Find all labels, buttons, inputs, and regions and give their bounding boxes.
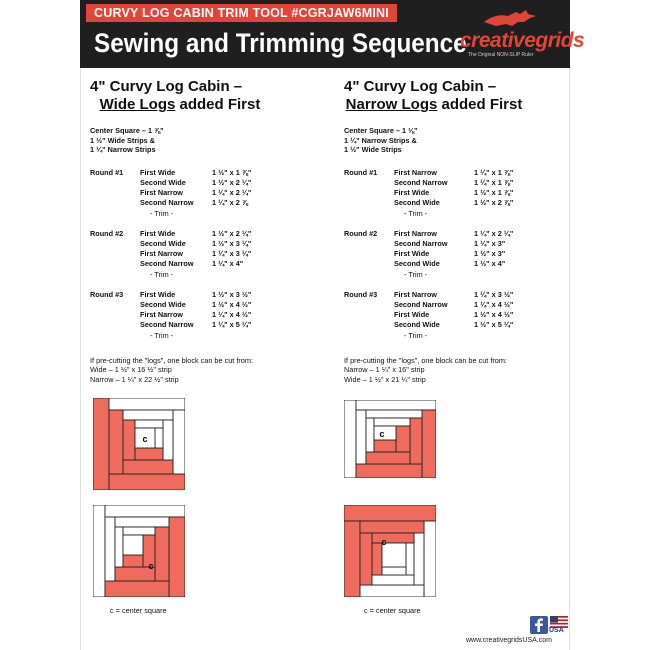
- strip-size: 1 ¼" x 5 ¼": [212, 320, 252, 330]
- strip-name: First Narrow: [394, 167, 437, 177]
- strip-name: First Narrow: [140, 310, 183, 320]
- strip-size: 1 ½" x 2 ⅞": [474, 198, 514, 208]
- strip-size: 1 ¼" x 4 ½": [474, 300, 514, 310]
- center-square-label: c: [381, 537, 387, 547]
- round-label: Round #3: [90, 289, 124, 299]
- intro-line: 1 ¼" Narrow Strips &: [344, 135, 417, 145]
- strip-size: 1 ½" x 5 ¼": [474, 320, 514, 330]
- center-square-label: c: [148, 561, 154, 571]
- round-1: [344, 168, 574, 219]
- strip-name: First Wide: [140, 289, 176, 299]
- strip-row: [394, 168, 574, 178]
- strip-row: [140, 188, 320, 198]
- title-rest: added First: [175, 96, 261, 113]
- round-label: Round #2: [90, 228, 124, 238]
- strip-row: [140, 310, 320, 320]
- strip-row: [394, 249, 574, 259]
- fox-icon: [482, 8, 538, 30]
- strip-size: 1 ¼" x 2 ⅞: [212, 198, 248, 208]
- strip-name: Second Narrow: [140, 259, 194, 269]
- trim-note: - Trim -: [404, 269, 428, 279]
- center-square-label: c: [379, 429, 385, 439]
- usa-label: USA: [549, 627, 564, 634]
- strip-size: 1 ¼" x 4": [212, 259, 244, 269]
- strip-name: First Narrow: [394, 228, 437, 238]
- right-caption: c = center square: [364, 606, 421, 615]
- strip-row: [140, 229, 320, 239]
- strip-row: [140, 239, 320, 249]
- left-caption: c = center square: [110, 606, 167, 615]
- strip-name: Second Wide: [394, 320, 440, 330]
- logo-wordmark: creativegrids: [460, 29, 585, 52]
- strip-size: 1 ½" x 1 ⅞": [474, 188, 514, 198]
- strip-name: Second Narrow: [140, 198, 194, 208]
- strip-size: 1 ¼" x 1 ⅞": [474, 177, 514, 187]
- trim-note: - Trim -: [150, 269, 174, 279]
- round-3: [90, 290, 320, 341]
- strip-name: First Wide: [394, 249, 430, 259]
- intro-block: [344, 126, 574, 155]
- cut-note-text: If pre-cutting the "logs", one block can be cut from:: [344, 355, 507, 365]
- header-bar: [80, 0, 585, 68]
- title-line2: [344, 96, 524, 114]
- title-underlined: Narrow Logs: [345, 96, 438, 113]
- strip-row: [394, 320, 574, 330]
- trim-note: - Trim -: [404, 208, 428, 218]
- strip-size: 1 ½" x 3": [474, 249, 506, 259]
- brand-logo: [460, 8, 585, 60]
- trim-note: - Trim -: [150, 330, 174, 340]
- cut-note: [90, 356, 320, 385]
- cut-line: Narrow – 1 ¼" x 22 ½" strip: [90, 375, 179, 385]
- strip-size: 1 ½" x 2 ¼": [212, 177, 252, 187]
- strip-name: Second Narrow: [140, 320, 194, 330]
- wide-logs-column: [90, 78, 320, 385]
- cut-note: [344, 356, 574, 385]
- column-title: [344, 78, 574, 114]
- round-2: [90, 229, 320, 280]
- strip-size: 1 ¼" x 2 ¼": [212, 188, 252, 198]
- round-1: [90, 168, 320, 219]
- strip-name: First Narrow: [140, 249, 183, 259]
- title-line1: 4" Curvy Log Cabin –: [90, 78, 243, 95]
- round-label: Round #3: [344, 289, 378, 299]
- website-link[interactable]: www.creativegridsUSA.com: [466, 637, 552, 644]
- strip-row: [394, 198, 574, 208]
- facebook-icon[interactable]: [530, 616, 548, 634]
- title-rest: added First: [437, 96, 523, 113]
- strip-row: [394, 290, 574, 300]
- title-line2: [90, 96, 270, 114]
- wide-first-block-diagram-1: [93, 398, 185, 490]
- strip-row: [140, 300, 320, 310]
- narrow-first-block-diagram-1: [344, 400, 436, 478]
- intro-line: 1 ¼" Narrow Strips: [90, 145, 156, 155]
- strip-size: 1 ½" x 3 ½": [212, 289, 252, 299]
- strip-row: [394, 300, 574, 310]
- strip-name: First Narrow: [140, 188, 183, 198]
- strip-size: 1 ½" x 4": [474, 259, 506, 269]
- cut-line: Narrow – 1 ¼" x 16" strip: [344, 365, 425, 375]
- strip-row: [140, 168, 320, 178]
- intro-line: Center Square – 1 ⅞": [90, 126, 164, 135]
- strip-row: [394, 310, 574, 320]
- strip-row: [140, 198, 320, 208]
- strip-row: [394, 239, 574, 249]
- intro-line: 1 ½" Wide Strips: [344, 145, 402, 155]
- round-label: Round #1: [90, 167, 124, 177]
- strip-row: [394, 259, 574, 269]
- strip-size: 1 ½" x 3 ¼": [212, 239, 252, 248]
- logo-tagline: The Original NON-SLIP Ruler: [468, 52, 534, 58]
- strip-row: [140, 259, 320, 269]
- title-underlined: Wide Logs: [99, 96, 176, 113]
- strip-size: 1 ¼" x 2 ¼": [474, 228, 514, 238]
- strip-row: [394, 229, 574, 239]
- round-2: [344, 229, 574, 280]
- strip-name: Second Wide: [140, 300, 186, 310]
- strip-row: [140, 290, 320, 300]
- strip-name: Second Wide: [140, 177, 186, 187]
- strip-size: 1 ½" x 4 ½": [212, 300, 252, 310]
- strip-size: 1 ¼" x 3 ¼": [212, 249, 252, 259]
- strip-name: Second Narrow: [394, 177, 448, 187]
- strip-size: 1 ¼" x 3 ½": [474, 289, 514, 299]
- cut-line: Wide – 1 ½" x 16 ½" strip: [90, 365, 172, 375]
- strip-name: Second Narrow: [394, 239, 448, 248]
- strip-name: Second Wide: [394, 259, 440, 269]
- strip-name: Second Narrow: [394, 300, 448, 310]
- title-line1: 4" Curvy Log Cabin –: [344, 78, 497, 95]
- round-label: Round #2: [344, 228, 378, 238]
- strip-row: [140, 178, 320, 188]
- page-title: Sewing and Trimming Sequence: [94, 28, 467, 58]
- strip-row: [394, 188, 574, 198]
- strip-size: 1 ½" x 2 ¼": [212, 228, 252, 238]
- trim-note: - Trim -: [404, 330, 428, 340]
- center-square-label: c: [142, 434, 148, 444]
- narrow-logs-column: [344, 78, 574, 385]
- strip-row: [140, 249, 320, 259]
- strip-size: 1 ¼" x 3": [474, 239, 506, 248]
- strip-name: First Wide: [140, 167, 176, 177]
- round-label: Round #1: [344, 167, 378, 177]
- strip-size: 1 ½" x 1 ⅞": [212, 167, 252, 177]
- cut-note-text: If pre-cutting the "logs", one block can be cut from:: [90, 355, 253, 365]
- strip-row: [140, 320, 320, 330]
- trim-note: - Trim -: [150, 208, 174, 218]
- strip-size: 1 ¼" x 1 ⅞": [474, 167, 514, 177]
- narrow-first-block-diagram-2: [344, 505, 436, 597]
- intro-block: [90, 126, 320, 155]
- intro-line: 1 ½" Wide Strips &: [90, 135, 156, 145]
- strip-name: Second Wide: [140, 239, 186, 248]
- strip-name: First Wide: [394, 310, 430, 320]
- wide-first-block-diagram-2: [93, 505, 185, 597]
- round-3: [344, 290, 574, 341]
- strip-size: 1 ¼" x 4 ½": [212, 310, 252, 320]
- strip-name: Second Wide: [394, 198, 440, 208]
- tool-name-tab: CURVY LOG CABIN TRIM TOOL #CGRJAW6MINI: [86, 4, 397, 22]
- strip-name: First Wide: [394, 188, 430, 198]
- cut-line: Wide – 1 ½" x 21 ¼" strip: [344, 375, 426, 385]
- strip-name: First Wide: [140, 228, 176, 238]
- strip-size: 1 ½" x 4 ½": [474, 310, 514, 320]
- strip-row: [394, 178, 574, 188]
- intro-line: Center Square – 1 ⅛": [344, 126, 418, 135]
- column-title: [90, 78, 320, 114]
- strip-name: First Narrow: [394, 289, 437, 299]
